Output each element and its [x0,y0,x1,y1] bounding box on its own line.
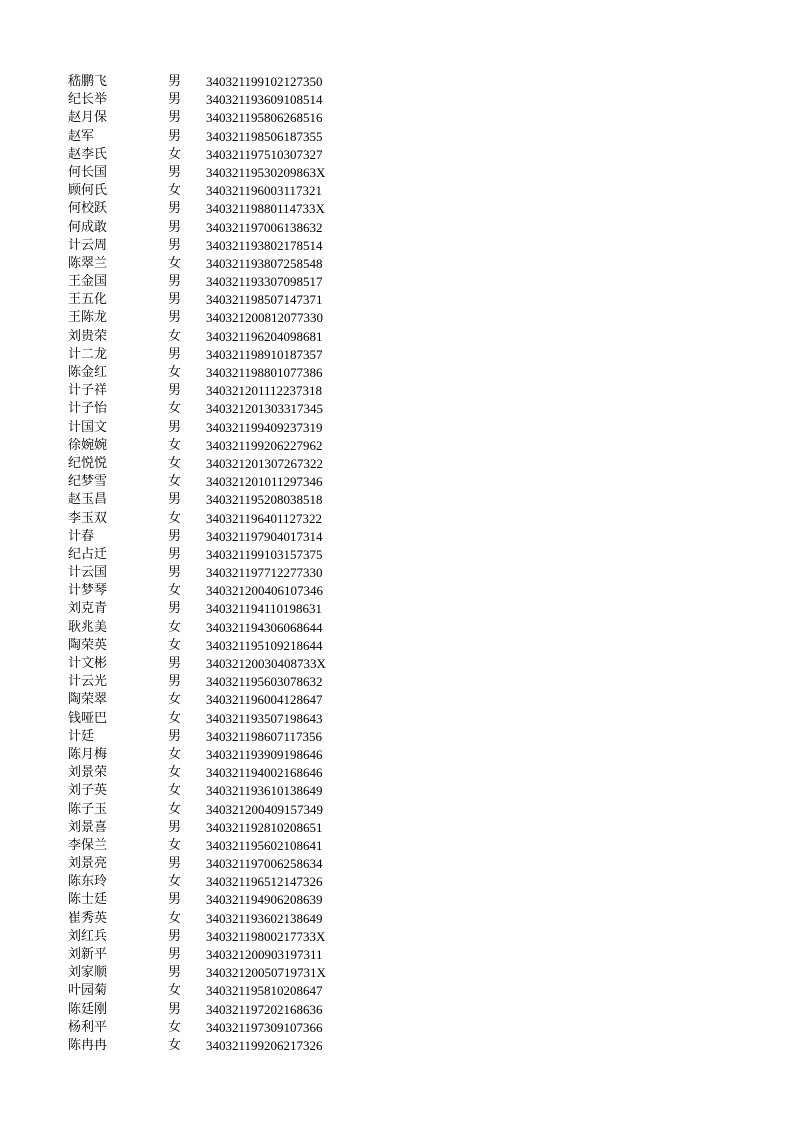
table-row [68,819,368,837]
gender-cell: 女 [168,328,182,344]
gender-cell: 男 [168,292,182,308]
table-row [68,1019,368,1037]
table-row [68,764,368,782]
table-row [68,728,368,746]
id-number-cell: 340321199103157375 [206,546,323,562]
gender-cell: 男 [168,92,182,108]
id-number-cell: 340321199409237319 [206,419,323,435]
gender-cell: 女 [168,1037,182,1053]
id-number-cell: 340321195806268516 [206,110,323,126]
table-row [68,255,368,273]
gender-cell: 女 [168,146,182,162]
gender-cell: 男 [168,656,182,671]
name-cell: 赵军 [68,128,95,144]
name-cell: 计云光 [68,674,108,690]
name-cell: 陈冉冉 [68,1037,108,1053]
name-cell: 刘景喜 [68,819,108,835]
gender-cell: 女 [168,255,182,271]
gender-cell: 女 [168,510,182,526]
id-number-cell: 34032119530209863X [206,164,326,180]
gender-cell: 男 [168,201,182,217]
name-cell: 刘贵荣 [68,328,108,344]
table-row [68,419,368,437]
id-number-cell: 340321193610138649 [206,783,323,799]
gender-cell: 男 [168,947,182,962]
name-cell: 赵月保 [68,110,108,126]
table-row [68,801,368,819]
id-number-cell: 340321197309107366 [206,1019,323,1035]
name-cell: 刘子英 [68,783,108,799]
table-row [68,746,368,764]
gender-cell: 女 [168,692,182,708]
record-table [68,73,368,1055]
name-cell: 陶荣翠 [68,692,108,708]
gender-cell: 男 [168,856,182,872]
table-row [68,273,368,291]
id-number-cell: 340321197712277330 [206,565,323,581]
id-number-cell: 340321198801077386 [206,365,323,380]
table-row [68,673,368,691]
gender-cell: 女 [168,910,182,926]
id-number-cell: 34032119800217733X [206,928,326,944]
gender-cell: 男 [168,928,182,944]
name-cell: 陈士廷 [68,892,108,908]
id-number-cell: 340321199102127350 [206,74,323,89]
id-number-cell: 340321194306068644 [206,619,323,635]
gender-cell: 女 [168,746,182,762]
id-number-cell: 340321196004128647 [206,692,323,708]
table-row [68,328,368,346]
gender-cell: 女 [168,710,182,726]
name-cell: 刘克青 [68,601,108,617]
name-cell: 杨利平 [68,1019,108,1035]
name-cell: 赵玉昌 [68,492,108,508]
id-number-cell: 340321195208038518 [206,492,323,508]
table-row [68,655,368,673]
id-number-cell: 340321195603078632 [206,674,323,690]
id-number-cell: 340321200903197311 [206,947,323,962]
id-number-cell: 340321195602108641 [206,837,323,853]
id-number-cell: 340321198607117356 [206,728,323,744]
id-number-cell: 340321193307098517 [206,274,323,290]
id-number-cell: 340321196003117321 [206,183,323,199]
name-cell: 刘景荣 [68,765,108,781]
id-number-cell: 340321200406107346 [206,583,323,599]
gender-cell: 女 [168,837,182,853]
table-row [68,73,368,91]
gender-cell: 男 [168,892,182,908]
id-number-cell: 340321194110198631 [206,601,323,617]
gender-cell: 男 [168,128,182,144]
id-number-cell: 340321192810208651 [206,819,323,835]
name-cell: 徐婉婉 [68,437,108,453]
name-cell: 顾何氏 [68,183,108,199]
name-cell: 陈廷刚 [68,1001,108,1017]
gender-cell: 男 [168,219,182,235]
gender-cell: 女 [168,765,182,781]
name-cell: 计云周 [68,237,108,253]
name-cell: 计子祥 [68,383,108,399]
gender-cell: 男 [168,601,182,617]
gender-cell: 男 [168,674,182,690]
table-row [68,600,368,618]
name-cell: 李保兰 [68,837,108,853]
id-number-cell: 340321196401127322 [206,510,323,526]
id-number-cell: 340321196512147326 [206,874,323,890]
gender-cell: 男 [168,310,182,326]
table-row [68,637,368,655]
table-row [68,309,368,327]
gender-cell: 女 [168,619,182,635]
id-number-cell: 340321201112237318 [206,383,323,399]
name-cell: 叶园菊 [68,983,108,999]
table-row [68,237,368,255]
id-number-cell: 340321201307267322 [206,455,323,471]
id-number-cell: 340321194906208639 [206,892,323,908]
table-row [68,510,368,528]
name-cell: 何校跃 [68,201,108,217]
name-cell: 耿兆美 [68,619,108,635]
id-number-cell: 34032119880114733X [206,201,325,217]
table-row [68,873,368,891]
gender-cell: 女 [168,437,182,453]
table-row [68,564,368,582]
table-row [68,219,368,237]
table-row [68,582,368,600]
table-row [68,364,368,382]
table-row [68,146,368,164]
name-cell: 赵李氏 [68,146,108,162]
gender-cell: 男 [168,1001,182,1017]
name-cell: 计文彬 [68,656,108,671]
name-cell: 陈东玲 [68,874,108,890]
name-cell: 计梦琴 [68,583,108,599]
id-number-cell: 340321195810208647 [206,983,323,999]
name-cell: 计春 [68,528,95,544]
gender-cell: 男 [168,528,182,544]
name-cell: 刘新平 [68,947,108,962]
gender-cell: 男 [168,74,182,89]
name-cell: 纪梦雪 [68,474,108,490]
gender-cell: 男 [168,274,182,290]
table-row [68,982,368,1000]
table-row [68,946,368,964]
table-row [68,91,368,109]
name-cell: 计国文 [68,419,108,435]
id-number-cell: 340321200812077330 [206,310,323,326]
id-number-cell: 340321198506187355 [206,128,323,144]
id-number-cell: 340321197510307327 [206,146,323,162]
name-cell: 嵇鹏飞 [68,74,108,89]
table-row [68,164,368,182]
gender-cell: 女 [168,983,182,999]
id-number-cell: 340321201303317345 [206,401,323,417]
name-cell: 陈翠兰 [68,255,108,271]
id-number-cell: 340321195109218644 [206,637,323,653]
name-cell: 何成敢 [68,219,108,235]
table-row [68,491,368,509]
name-cell: 计二龙 [68,346,108,362]
table-row [68,928,368,946]
table-row [68,182,368,200]
gender-cell: 男 [168,546,182,562]
table-row [68,691,368,709]
table-row [68,382,368,400]
table-row [68,891,368,909]
name-cell: 陈月梅 [68,746,108,762]
id-number-cell: 340321198910187357 [206,346,323,362]
gender-cell: 女 [168,783,182,799]
name-cell: 纪长举 [68,92,108,108]
gender-cell: 男 [168,383,182,399]
table-row [68,455,368,473]
table-row [68,291,368,309]
id-number-cell: 340321199206227962 [206,437,323,453]
table-row [68,964,368,982]
table-row [68,128,368,146]
table-row [68,346,368,364]
id-number-cell: 340321200409157349 [206,801,323,817]
id-number-cell: 340321193507198643 [206,710,323,726]
id-number-cell: 340321193802178514 [206,237,323,253]
name-cell: 纪悦悦 [68,455,108,471]
table-row [68,109,368,127]
id-number-cell: 340321197202168636 [206,1001,323,1017]
id-number-cell: 340321193807258548 [206,255,323,271]
table-row [68,1037,368,1055]
name-cell: 刘红兵 [68,928,108,944]
gender-cell: 女 [168,474,182,490]
gender-cell: 女 [168,801,182,817]
gender-cell: 男 [168,565,182,581]
table-row [68,855,368,873]
table-row [68,782,368,800]
gender-cell: 男 [168,965,182,981]
name-cell: 计廷 [68,728,95,744]
id-number-cell: 340321193909198646 [206,746,323,762]
gender-cell: 男 [168,110,182,126]
table-row [68,200,368,218]
gender-cell: 男 [168,346,182,362]
id-number-cell: 340321193602138649 [206,910,323,926]
gender-cell: 男 [168,237,182,253]
table-row [68,437,368,455]
gender-cell: 女 [168,874,182,890]
name-cell: 王五化 [68,292,108,308]
gender-cell: 女 [168,401,182,417]
name-cell: 计子怡 [68,401,108,417]
gender-cell: 女 [168,455,182,471]
id-number-cell: 340321197904017314 [206,528,323,544]
table-row [68,400,368,418]
name-cell: 何长国 [68,164,108,180]
name-cell: 刘景亮 [68,856,108,872]
table-row [68,1001,368,1019]
id-number-cell: 340321201011297346 [206,474,323,490]
name-cell: 王金国 [68,274,108,290]
name-cell: 纪占迁 [68,546,108,562]
table-row [68,710,368,728]
name-cell: 李玉双 [68,510,108,526]
name-cell: 刘家顺 [68,965,108,981]
id-number-cell: 340321193609108514 [206,92,323,108]
table-row [68,546,368,564]
table-row [68,910,368,928]
gender-cell: 女 [168,637,182,653]
name-cell: 陈金红 [68,365,108,380]
table-row [68,473,368,491]
gender-cell: 男 [168,419,182,435]
gender-cell: 男 [168,819,182,835]
name-cell: 钱哑巴 [68,710,108,726]
name-cell: 王陈龙 [68,310,108,326]
gender-cell: 女 [168,365,182,380]
id-number-cell: 340321198507147371 [206,292,323,308]
table-row [68,837,368,855]
name-cell: 陶荣英 [68,637,108,653]
name-cell: 陈子玉 [68,801,108,817]
gender-cell: 女 [168,1019,182,1035]
gender-cell: 女 [168,183,182,199]
gender-cell: 男 [168,492,182,508]
gender-cell: 男 [168,728,182,744]
id-number-cell: 34032120030408733X [206,656,326,671]
id-number-cell: 340321196204098681 [206,328,323,344]
id-number-cell: 340321199206217326 [206,1037,323,1053]
name-cell: 计云国 [68,565,108,581]
name-cell: 崔秀英 [68,910,108,926]
table-row [68,528,368,546]
gender-cell: 女 [168,583,182,599]
id-number-cell: 340321194002168646 [206,765,323,781]
id-number-cell: 340321197006138632 [206,219,323,235]
table-row [68,619,368,637]
id-number-cell: 340321197006258634 [206,856,323,872]
gender-cell: 男 [168,164,182,180]
id-number-cell: 34032120050719731X [206,965,326,981]
